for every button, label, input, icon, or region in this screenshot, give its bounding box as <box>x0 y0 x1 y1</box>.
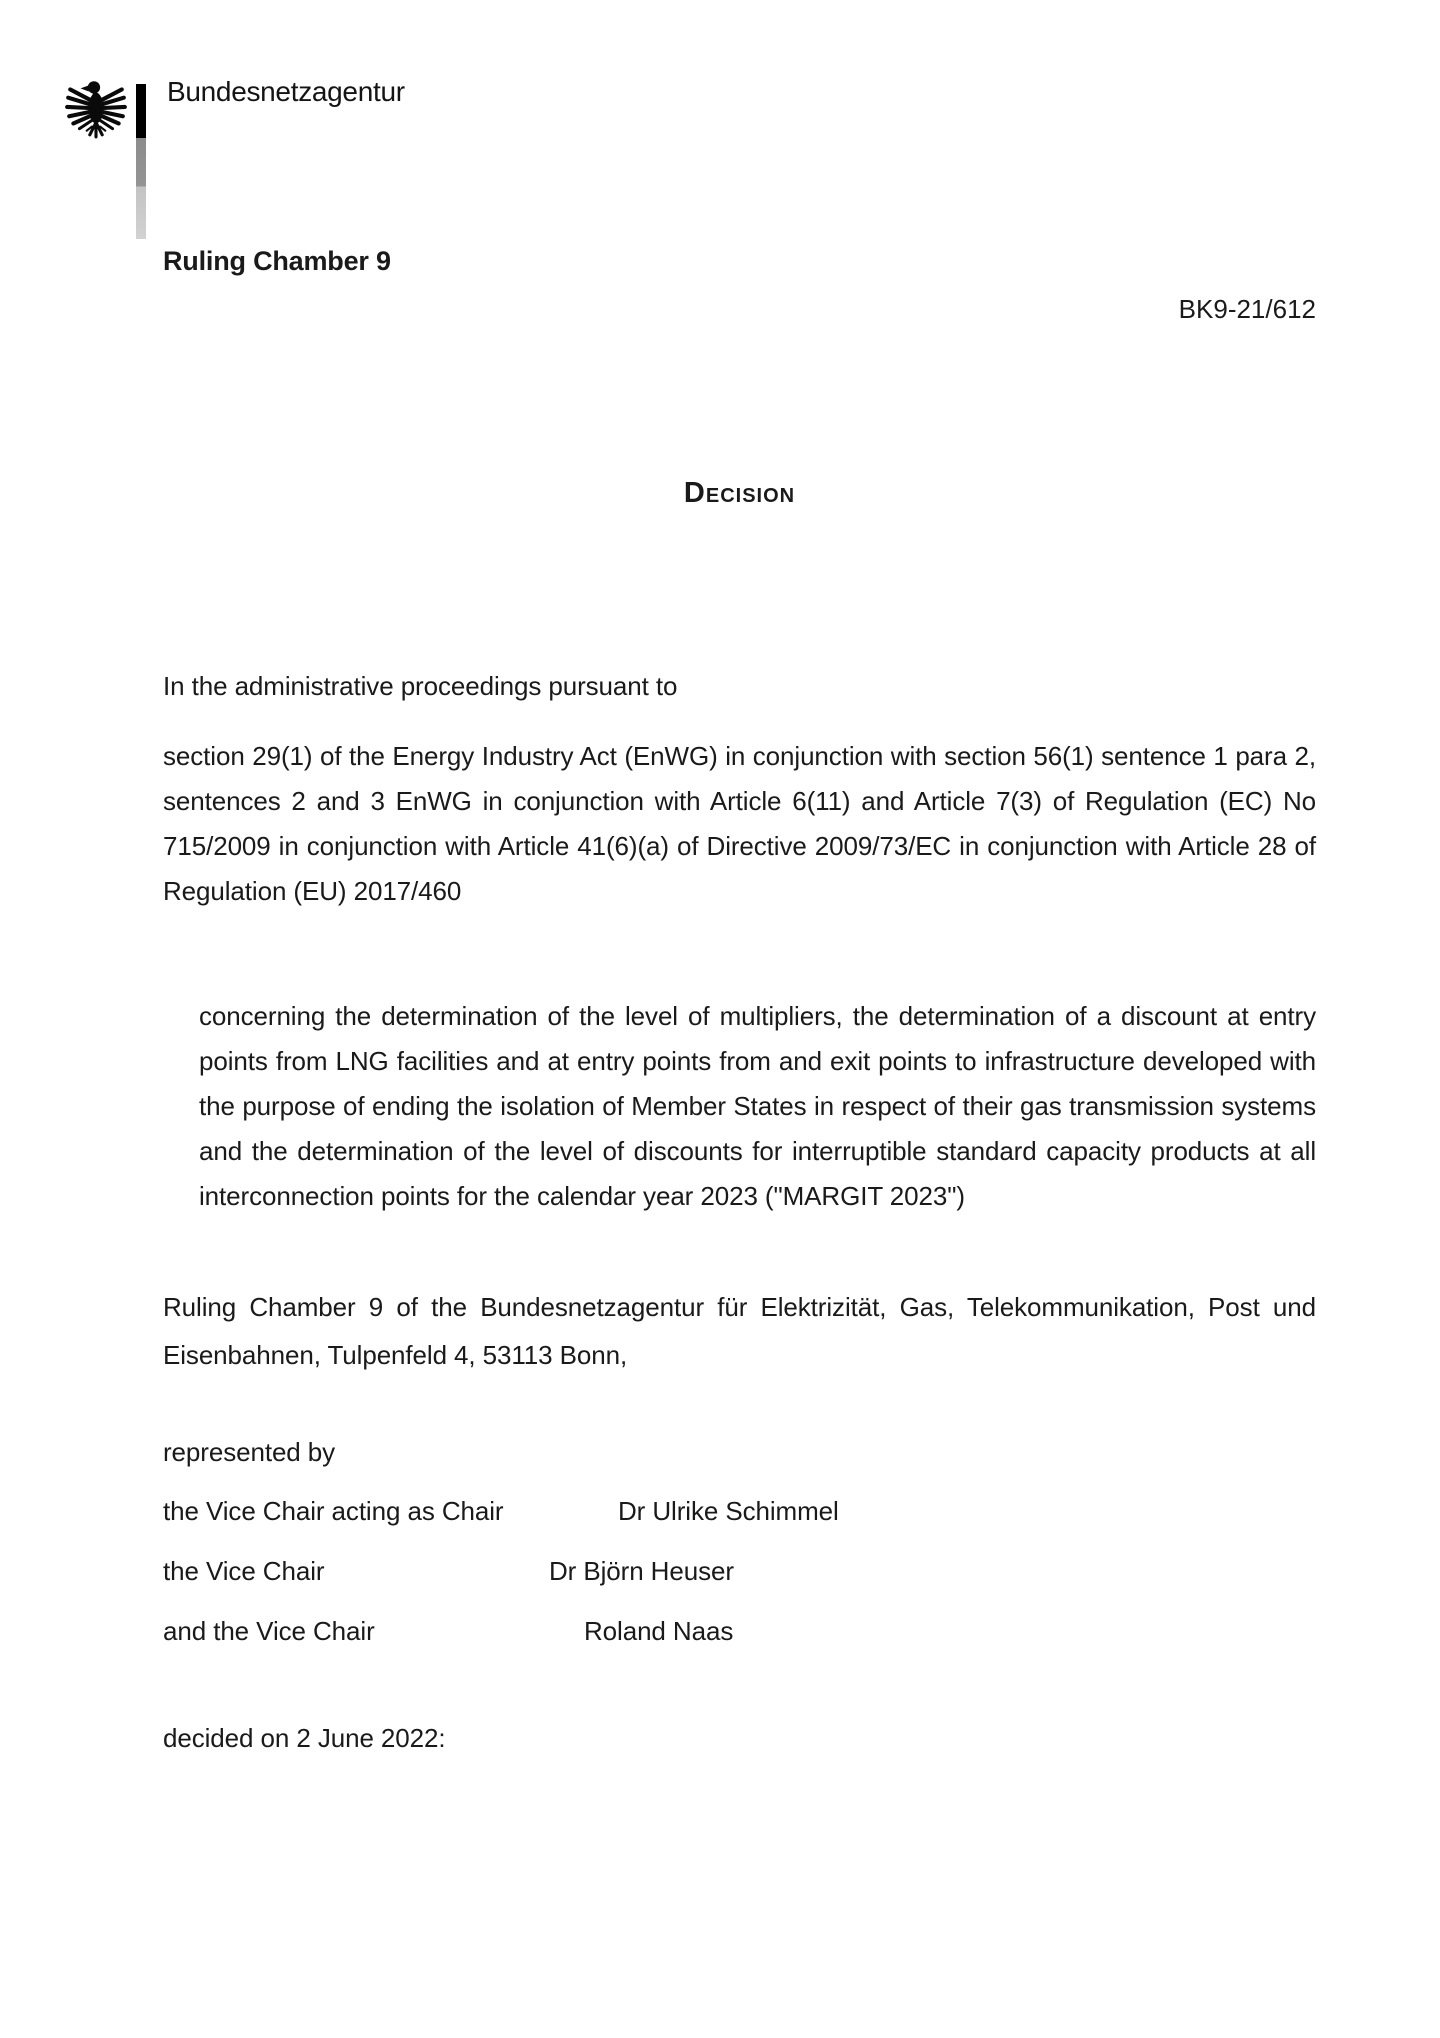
representative-name: Dr Ulrike Schimmel <box>618 1496 839 1526</box>
federal-eagle-icon <box>63 74 129 142</box>
legal-basis-paragraph: section 29(1) of the Energy Industry Act (EnWG) in conjunction with section 56(1) sentence 1 para 2, sentences 2 and 3 EnWG in conjunction with Article 6(11) and Article 7(3) of Regulation (EC) No 715/2009 in conjunction with Article 41(6)(a) of Directive 2009/73/EC in conjunction with Article 28 of Regulation (EU) 2017/460 <box>163 741 1316 906</box>
representative-name: Dr Björn Heuser <box>549 1556 734 1586</box>
representative-role: the Vice Chair acting as Chair <box>163 1496 504 1526</box>
ruling-chamber-heading: Ruling Chamber 9 <box>163 246 391 276</box>
representative-row <box>163 1489 1363 1534</box>
representative-row <box>163 1609 1363 1654</box>
proceedings-intro: In the administrative proceedings pursuant to <box>163 671 678 701</box>
subject-paragraph: concerning the determination of the level of multipliers, the determination of a discount at entry points from LNG facilities and at entry points from and exit points to infrastructure developed with the purpose of ending the isolation of Member States in respect of their gas transmission systems and the determination of the level of discounts for interruptible standard capacity products at all interconnection points for the calendar year 2023 ("MARGIT 2023") <box>199 1001 1316 1211</box>
representative-role: the Vice Chair <box>163 1556 325 1586</box>
representative-name: Roland Naas <box>584 1616 734 1646</box>
representative-row <box>163 1549 1363 1594</box>
decision-date-line: decided on 2 June 2022: <box>163 1723 446 1753</box>
authority-paragraph: Ruling Chamber 9 of the Bundesnetzagentur für Elektrizität, Gas, Telekommunikation, Post und Eisenbahnen, Tulpenfeld 4, 53113 Bonn, <box>163 1292 1316 1370</box>
case-number: BK9-21/612 <box>1178 294 1316 324</box>
agency-logo-text: Bundesnetzagentur <box>167 76 405 107</box>
logo-divider-bar <box>136 84 146 239</box>
represented-by-label: represented by <box>163 1437 336 1467</box>
document-title: Decision <box>683 477 796 509</box>
representative-role: and the Vice Chair <box>163 1616 375 1646</box>
